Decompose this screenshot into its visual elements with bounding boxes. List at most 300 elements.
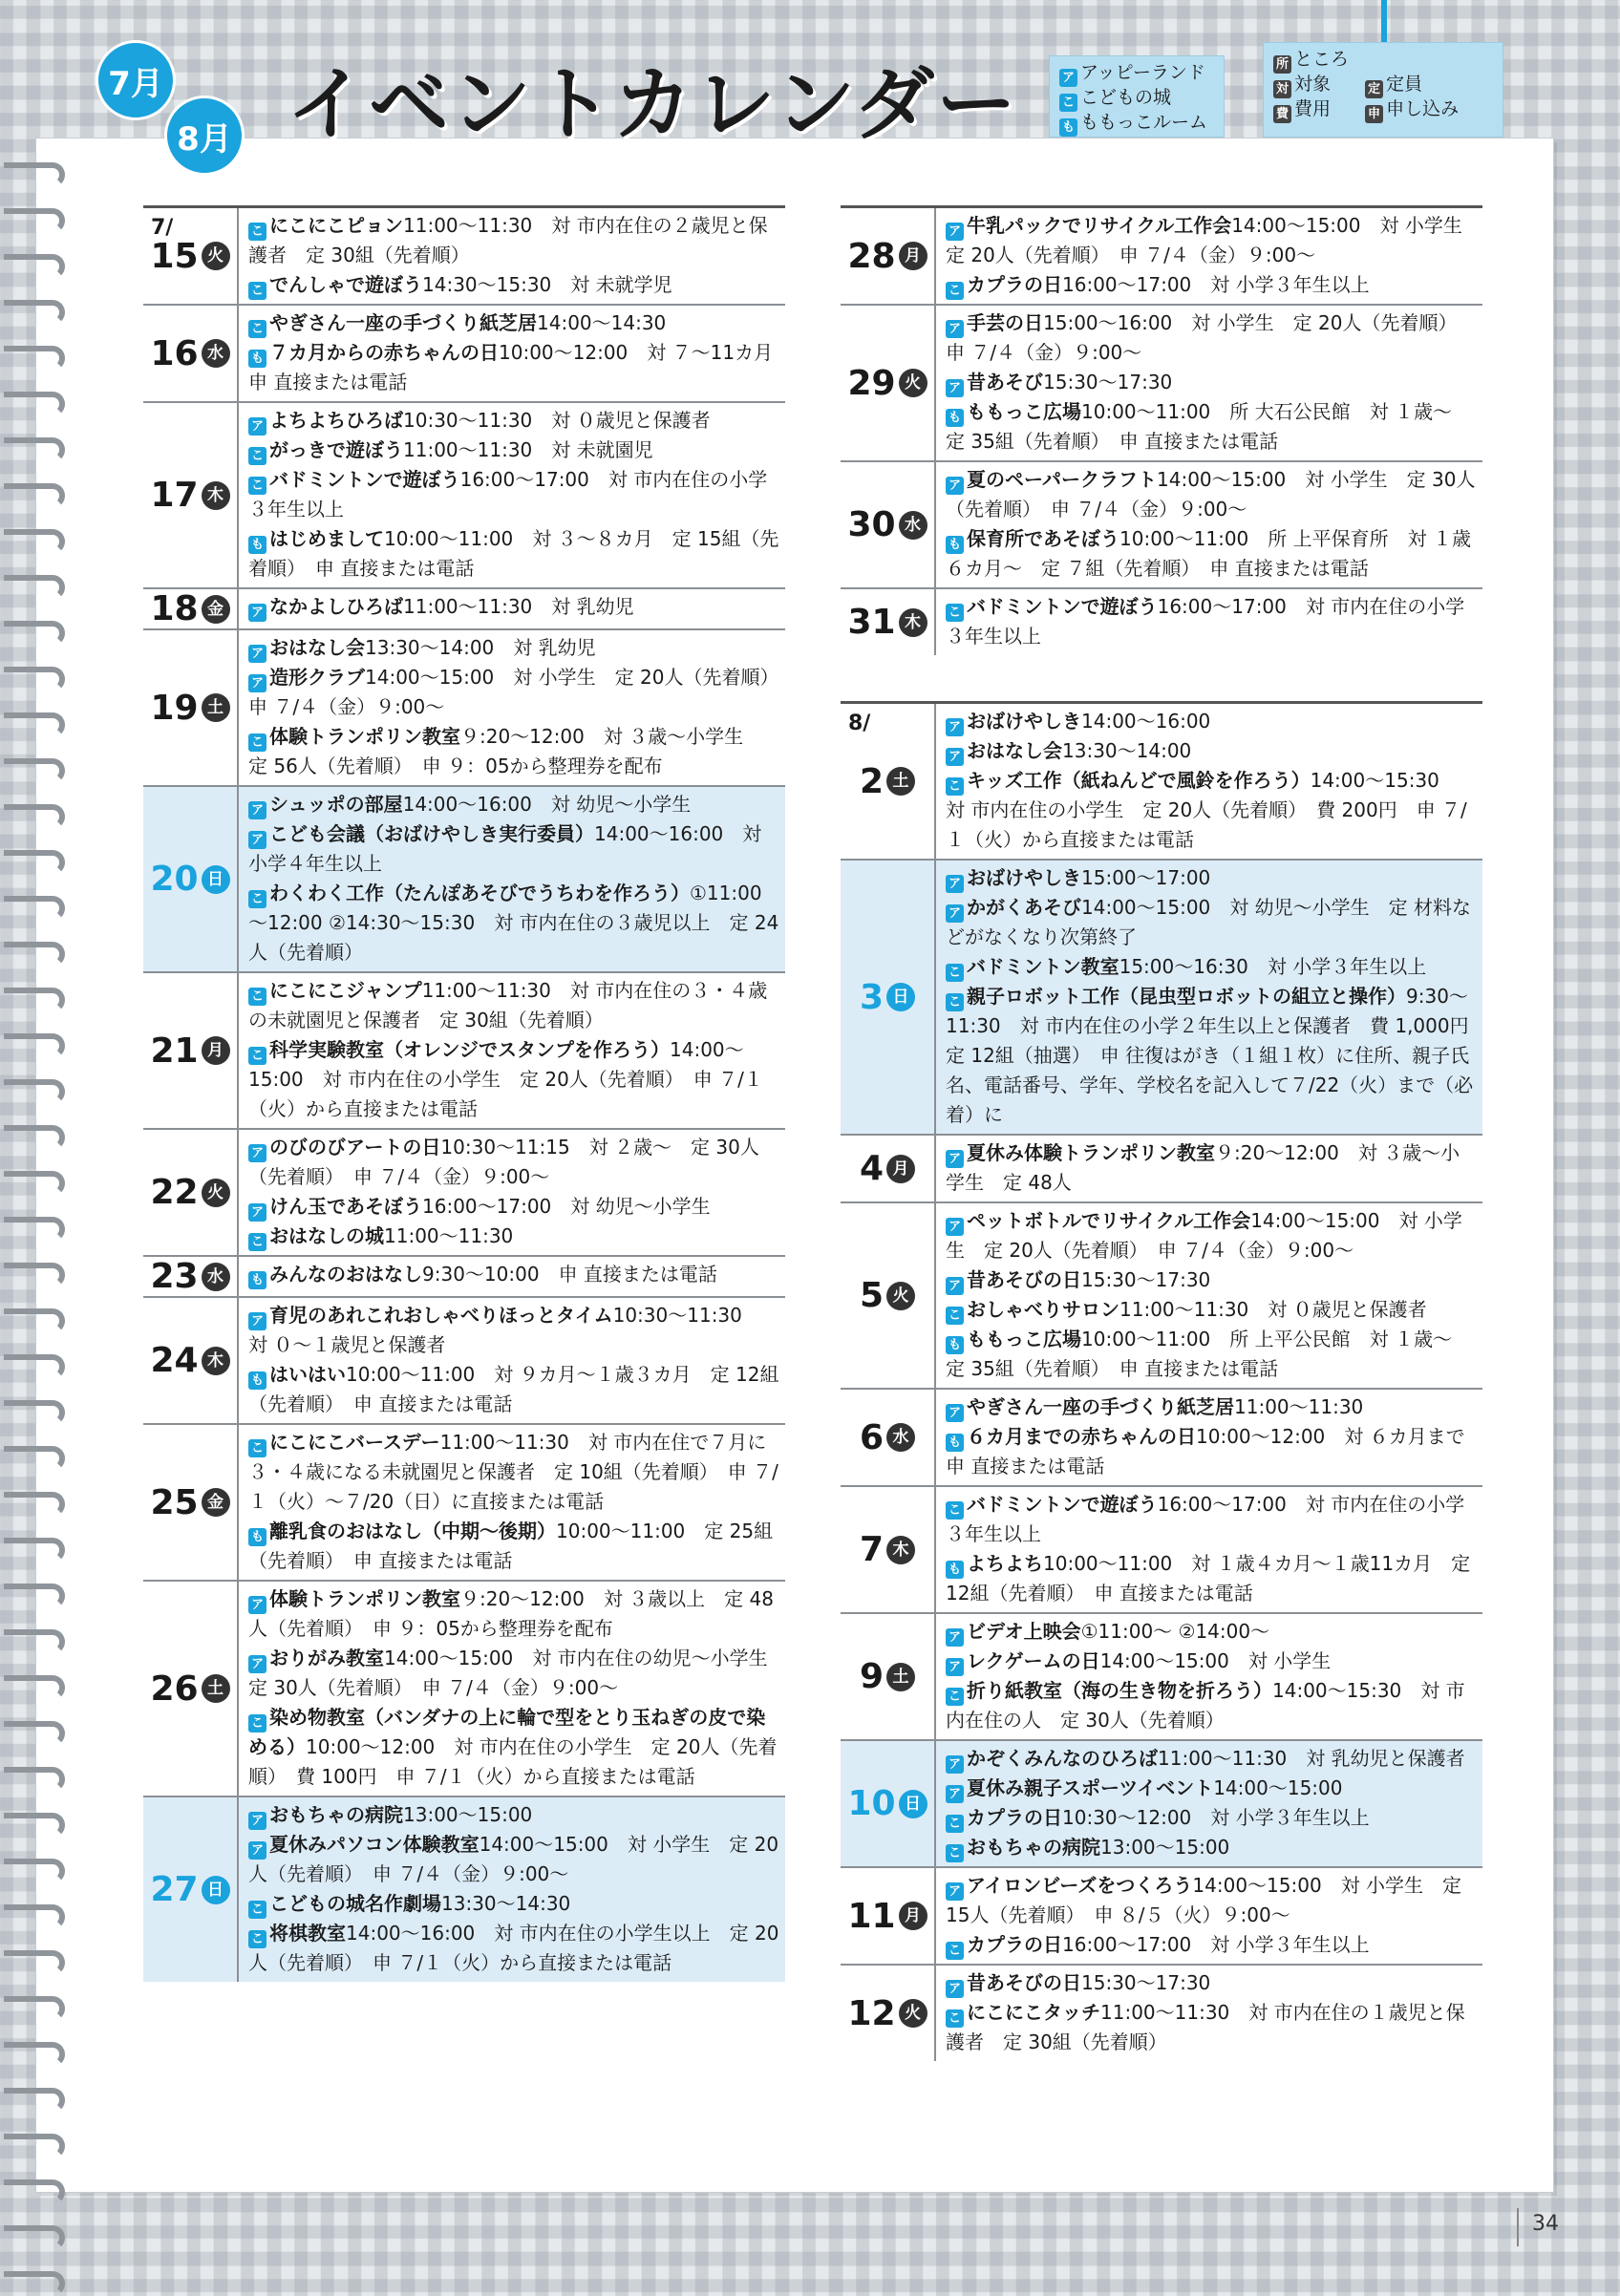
event-item (248, 633, 779, 663)
day-number: 23 (150, 1257, 199, 1296)
spiral-ring-icon (4, 1904, 65, 1929)
event-time: 14:00～15:00 (248, 1038, 744, 1091)
event-title: 造形クラブ (269, 666, 365, 689)
facility-badge-icon: ア (248, 1655, 266, 1673)
event-detail: 対 小学生 定 30人（先着順） 申 ７/４（金）９:00～ (946, 468, 1476, 521)
event-title: おもちゃの病院 (967, 1836, 1100, 1859)
calendar-day-row (841, 1134, 1482, 1201)
event-time: 13:30～14:00 (365, 636, 495, 659)
facility-badge-icon: も (946, 1561, 964, 1579)
event-item (248, 1428, 779, 1517)
weekday-badge: 日 (899, 1790, 927, 1818)
event-title: ももっこ広場 (967, 400, 1081, 423)
event-title: 親子ロボット工作（昆虫型ロボットの組立と操作） (967, 985, 1406, 1008)
weekday-badge: 木 (202, 481, 230, 510)
facility-badge-icon: こ (248, 1901, 266, 1919)
day-label (841, 861, 936, 1134)
event-list (936, 704, 1482, 859)
day-label (841, 1741, 936, 1866)
spiral-ring-icon (4, 1538, 65, 1563)
abbr-badge-icon: 費 (1273, 105, 1291, 123)
event-title: よちよちひろば (269, 409, 403, 432)
event-title: こどもの城名作劇場 (269, 1892, 441, 1915)
spiral-ring-icon (4, 1308, 65, 1333)
event-list (239, 630, 789, 785)
facility-badge-icon: こ (248, 988, 266, 1006)
weekday-badge: 土 (886, 1663, 915, 1691)
event-time: 10:30～11:15 (440, 1136, 570, 1159)
spiral-ring-icon (4, 1263, 65, 1287)
event-item (248, 1889, 779, 1919)
event-item (248, 1919, 779, 1978)
day-number: 7 (859, 1530, 885, 1569)
event-detail: 対 ２歳～ 定 30人（先着順） 申 ７/４（金）９:00～ (248, 1136, 759, 1188)
event-title: バドミントンで遊ぼう (967, 1493, 1158, 1516)
event-list (936, 1614, 1482, 1739)
day-label (143, 1298, 239, 1423)
event-detail: 対 小学３年生以上 (1210, 273, 1370, 296)
facility-badge-icon: こ (1059, 94, 1077, 112)
event-list (936, 462, 1482, 587)
day-label (841, 1868, 936, 1964)
spiral-ring-icon (4, 896, 65, 921)
day-label (143, 208, 239, 304)
event-title: 昔あそびの日 (967, 1971, 1081, 1994)
spiral-ring-icon (4, 575, 65, 600)
abbr-badge-icon: 対 (1273, 80, 1291, 98)
spiral-ring-icon (4, 988, 65, 1012)
spiral-ring-icon (4, 1492, 65, 1517)
event-detail: 対 市内在住の２歳児と保護者 定 30組（先着順） (248, 214, 768, 266)
weekday-badge: 水 (886, 1423, 915, 1452)
event-list (936, 208, 1482, 304)
facility-badge-icon: ア (946, 1277, 964, 1295)
day-number: 27 (150, 1870, 199, 1909)
facility-badge-icon: ア (248, 674, 266, 692)
facility-badge-icon: こ (946, 1942, 964, 1960)
event-item (248, 790, 779, 819)
legend-item (1273, 49, 1493, 74)
event-time: 10:00～12:00 (306, 1735, 436, 1758)
weekday-badge: 火 (202, 242, 230, 270)
event-time: 10:00～11:00 (346, 1363, 476, 1386)
event-time: 14:00～15:00 (384, 1647, 514, 1669)
event-item (946, 1871, 1477, 1930)
event-item (946, 368, 1477, 397)
day-number: 19 (150, 688, 199, 728)
facility-badge-icon: ア (248, 645, 266, 663)
facility-badge-icon: ア (946, 223, 964, 241)
event-title: 体験トランポリン教室 (269, 725, 460, 748)
day-label (841, 1487, 936, 1612)
facility-badge-icon: ア (946, 1785, 964, 1803)
facility-badge-icon: ア (946, 904, 964, 923)
event-detail: 対 市内在住の小学３年生以上 (946, 1493, 1465, 1545)
event-item (248, 663, 789, 722)
calendar-day-row (143, 1580, 785, 1796)
legend-label: 申し込み (1386, 98, 1460, 119)
facility-badge-icon: も (946, 409, 964, 427)
event-time: 11:00～11:30 (1234, 1395, 1364, 1418)
event-title: はいはい (269, 1363, 346, 1386)
event-title: ６カ月までの赤ちゃんの日 (967, 1425, 1196, 1448)
weekday-badge: 木 (899, 608, 927, 637)
spiral-ring-icon (4, 483, 65, 508)
event-time: 13:00～15:00 (403, 1803, 533, 1826)
day-label (841, 1614, 936, 1739)
facility-badge-icon: も (248, 1371, 266, 1390)
event-item (248, 879, 779, 967)
event-title: かぞくみんなのひろば (967, 1747, 1158, 1770)
day-number: 18 (150, 589, 199, 628)
spiral-ring-icon (4, 437, 65, 462)
event-time: 16:00～17:00 (1157, 1493, 1287, 1516)
event-title: やぎさん一座の手づくり紙芝居 (269, 311, 537, 334)
event-item (946, 1549, 1477, 1608)
event-title: おはなしの城 (269, 1224, 384, 1247)
facility-badge-icon: も (1059, 118, 1077, 137)
event-detail: 対 小学生 定 20人（先着順） 申 ７/４（金）９:00～ (946, 1209, 1462, 1262)
facility-badge-icon: も (946, 1336, 964, 1354)
event-item (946, 465, 1477, 524)
weekday-badge: 水 (202, 339, 230, 368)
day-number: 20 (150, 860, 199, 899)
event-detail: 対 ０～１歳児と保護者 (248, 1333, 446, 1356)
event-time: 14:00～15:00 (365, 666, 495, 689)
event-item (946, 397, 1477, 457)
spiral-ring-icon (4, 1859, 65, 1883)
facility-badge-icon: ア (946, 1658, 964, 1676)
facility-badge-icon: こ (946, 993, 964, 1011)
day-label (143, 1582, 239, 1796)
day-number: 22 (150, 1173, 199, 1212)
facility-badge-icon: こ (248, 890, 266, 908)
calendar-day-row (143, 628, 789, 785)
event-detail: 対 未就園児 (551, 438, 653, 461)
event-item (248, 1192, 779, 1222)
event-title: にこにこピョン (269, 214, 403, 237)
event-item (248, 436, 779, 465)
event-title: シュッポの部屋 (269, 793, 403, 816)
event-time: 10:00～11:00 (556, 1520, 686, 1542)
event-list (936, 1203, 1482, 1388)
event-list (936, 1966, 1482, 2061)
day-label (143, 787, 239, 971)
event-list (239, 589, 785, 628)
spiral-ring-icon (4, 1767, 65, 1792)
facility-badge-icon: も (248, 1271, 266, 1289)
event-title: カプラの日 (967, 273, 1062, 296)
event-title: のびのびアートの日 (269, 1136, 441, 1159)
event-title: 夏のペーパークラフト (967, 468, 1157, 491)
spiral-ring-icon (4, 1950, 65, 1975)
facility-badge-icon: こ (248, 447, 266, 465)
spiral-ring-icon (4, 1584, 65, 1608)
calendar-column-left (143, 205, 793, 1982)
event-title: にこにこタッチ (967, 2001, 1100, 2024)
event-title: キッズ工作（紙ねんどで風鈴を作ろう） (967, 769, 1311, 792)
event-detail: 対 市内在住の３・４歳の未就園児と保護者 定 30組（先着順） (248, 979, 768, 1031)
event-time: 16:00～17:00 (422, 1195, 552, 1218)
event-time: 9:30～11:30 (946, 985, 1468, 1037)
facility-badge-icon: も (248, 350, 266, 368)
event-title: カプラの日 (967, 1933, 1062, 1956)
event-item (946, 1676, 1477, 1735)
facility-badge-icon: こ (248, 1714, 266, 1733)
event-time: 14:00～14:30 (537, 311, 667, 334)
event-time: 14:00～15:00 (1099, 1649, 1229, 1672)
facility-badge-icon: ア (946, 718, 964, 736)
event-item (946, 1422, 1484, 1481)
calendar-day-row (143, 1296, 785, 1423)
event-title: 牛乳パックでリサイクル工作会 (967, 214, 1232, 237)
spiral-ring-icon (4, 1675, 65, 1700)
event-detail: 対 未就学児 (570, 273, 672, 296)
event-item (248, 524, 779, 584)
facility-badge-icon: ア (946, 1150, 964, 1168)
event-item (946, 1744, 1477, 1774)
event-list (239, 306, 793, 401)
event-item (248, 592, 779, 622)
event-time: 11:00～11:30 (1119, 1298, 1249, 1321)
day-label (841, 1136, 936, 1201)
event-time: 13:30～14:00 (1062, 739, 1192, 762)
event-detail: 対 市内在住の小学２年生以上と保護者 費 1,000円 定 12組（抽選） 申 往復はがき（１組１枚）に住所、親子氏名、電話番号、学年、学校名を記入して７/22（火）まで（必着）に (946, 1014, 1488, 1126)
event-time: 11:00～11:30 (403, 438, 533, 461)
spiral-ring-icon (4, 2088, 65, 2113)
event-item (946, 1325, 1477, 1384)
event-item (248, 1222, 779, 1251)
event-item (248, 211, 779, 270)
event-time: 10:00～11:00 (1081, 400, 1211, 423)
event-detail: 所 大石公民館 対 １歳～ 定 35組（先着順） 申 直接または電話 (946, 400, 1471, 453)
event-list (239, 1257, 785, 1296)
spiral-ring-icon (4, 1217, 65, 1242)
event-title: 夏休み体験トランポリン教室 (967, 1141, 1215, 1164)
calendar-day-row (143, 785, 785, 971)
event-detail: 所 上平保育所 対 １歳６カ月～ 定 ７組（先着順） 申 直接または電話 (946, 527, 1471, 580)
event-detail: 対 １歳４カ月～１歳11カ月 定 12組（先着順） 申 直接または電話 (946, 1552, 1471, 1605)
day-label (143, 403, 239, 587)
day-number: 15 (150, 236, 199, 276)
facility-badge-icon: こ (248, 223, 266, 241)
event-title: おはなし会 (967, 739, 1062, 762)
spiral-ring-icon (4, 346, 65, 371)
weekday-badge: 日 (202, 865, 230, 894)
day-label (841, 306, 936, 460)
event-title: 夏休み親子スポーツイベント (967, 1776, 1214, 1799)
calendar-day-row (143, 401, 785, 587)
event-detail: 対 市内在住の小学生 定 20人（先着順） 費 200円 申 ７/１（火）から直接または電話 (946, 798, 1467, 851)
weekday-badge: 木 (202, 1347, 230, 1375)
facility-badge-icon: ア (248, 1312, 266, 1330)
spiral-ring-icon (4, 942, 65, 967)
event-title: なかよしひろば (269, 595, 403, 618)
event-item (946, 707, 1477, 736)
legend-label: ももっこルーム (1080, 112, 1208, 133)
legend-item (1273, 98, 1493, 123)
day-month: 8/ (848, 712, 871, 735)
weekday-badge: 土 (202, 693, 230, 722)
event-list (239, 973, 785, 1128)
event-time: 10:00～11:00 (1081, 1328, 1211, 1350)
event-detail: 対 市内在住の小学３年生以上 (248, 468, 768, 521)
facility-badge-icon: ア (946, 1404, 964, 1422)
spiral-ring-icon (4, 1033, 65, 1058)
spiral-ring-icon (4, 667, 65, 691)
facility-badge-icon: ア (946, 1980, 964, 1998)
event-list (239, 1130, 785, 1255)
calendar-day-row (143, 971, 785, 1128)
legend-label: 対象 (1294, 74, 1332, 95)
calendar-day-row (841, 205, 1482, 304)
event-title: かがくあそび (967, 896, 1081, 919)
facility-badge-icon: ア (946, 1218, 964, 1236)
event-title: おばけやしき (967, 710, 1081, 733)
facility-legend (1049, 55, 1225, 138)
event-item (946, 1617, 1477, 1647)
event-list (239, 1582, 785, 1796)
legend-label: ところ (1294, 49, 1350, 70)
day-number: 28 (847, 236, 896, 276)
spiral-ring-icon (4, 1996, 65, 2021)
abbr-badge-icon: 申 (1365, 105, 1383, 123)
spiral-ring-icon (4, 1813, 65, 1838)
facility-badge-icon: こ (248, 1233, 266, 1251)
spiral-ring-icon (4, 1079, 65, 1104)
spiral-ring-icon (4, 1629, 65, 1654)
spiral-ring-icon (4, 300, 65, 325)
calendar-day-row (143, 1423, 785, 1580)
facility-badge-icon: こ (248, 320, 266, 338)
event-title: みんなのおはなし (269, 1263, 422, 1286)
day-number: 16 (150, 333, 199, 373)
event-title: 保育所であそぼう (967, 527, 1119, 550)
day-number: 9 (859, 1657, 885, 1696)
facility-badge-icon: ア (248, 1841, 266, 1860)
weekday-badge: 日 (886, 983, 915, 1011)
event-title: がっきで遊ぼう (269, 438, 403, 461)
event-title: 染め物教室（バンダナの上に輪で型をとり玉ねぎの皮で染める） (248, 1706, 766, 1758)
event-detail: 対 乳幼児 (551, 595, 634, 618)
event-time: 13:00～15:00 (1100, 1836, 1230, 1859)
event-time: 16:00～17:00 (1062, 273, 1192, 296)
event-title: でんしゃで遊ぼう (269, 273, 422, 296)
facility-badge-icon: こ (946, 1688, 964, 1706)
day-number: 10 (847, 1784, 896, 1823)
event-item (248, 1703, 779, 1792)
spiral-ring-icon (4, 1446, 65, 1471)
month-badge-july: 7月 (96, 40, 176, 120)
day-number: 11 (847, 1896, 896, 1936)
event-item (946, 1833, 1477, 1862)
facility-badge-icon: ア (248, 801, 266, 819)
day-label (143, 1130, 239, 1255)
day-label (841, 589, 936, 655)
event-detail: 対 市内在住の小学生 定 20人（先着順） 申 ７/１（火）から直接または電話 (248, 1068, 763, 1120)
weekday-badge: 火 (886, 1282, 915, 1310)
facility-badge-icon: こ (946, 282, 964, 300)
calendar-day-row (841, 1612, 1482, 1739)
event-list (936, 1741, 1482, 1866)
weekday-badge: 土 (886, 767, 915, 796)
event-title: 体験トランポリン教室 (269, 1587, 460, 1610)
weekday-badge: 日 (202, 1876, 230, 1904)
calendar-day-row (841, 1964, 1482, 2061)
event-detail: 対 乳幼児と保護者 (1306, 1747, 1465, 1770)
spiral-ring-icon (4, 804, 65, 829)
spiral-ring-icon (4, 1721, 65, 1746)
day-number: 6 (859, 1417, 885, 1457)
event-detail: 対 小学３年生以上 (1267, 955, 1427, 978)
event-title: にこにこバースデー (269, 1431, 440, 1454)
event-item (946, 524, 1477, 584)
event-item (946, 1998, 1477, 2057)
spiral-ring-icon (4, 712, 65, 737)
event-time: 14:00～16:00 (346, 1922, 476, 1945)
spiral-ring-icon (4, 850, 65, 875)
facility-badge-icon: こ (946, 604, 964, 622)
event-detail: 対 幼児～小学生 定 材料などがなくなり次第終了 (946, 896, 1471, 948)
facility-badge-icon: も (248, 1528, 266, 1546)
event-list (936, 1868, 1482, 1964)
event-list (239, 1425, 785, 1580)
weekday-badge: 金 (202, 1488, 230, 1517)
facility-badge-icon: ア (248, 831, 266, 849)
spiral-ring-icon (4, 162, 65, 187)
legend-label: こどもの城 (1080, 87, 1172, 108)
event-list (239, 787, 785, 971)
event-item (946, 592, 1477, 651)
event-time: 14:00～15:00 (1192, 1874, 1322, 1897)
weekday-badge: 金 (202, 595, 230, 624)
facility-badge-icon: こ (248, 733, 266, 752)
event-item (248, 1301, 779, 1360)
day-label (143, 589, 239, 628)
day-label (841, 1966, 936, 2061)
facility-badge-icon: こ (248, 1439, 266, 1457)
event-item (248, 1830, 779, 1889)
event-title: バドミントンで遊ぼう (967, 595, 1158, 618)
event-item (248, 1260, 779, 1289)
event-title: バドミントン教室 (967, 955, 1119, 978)
day-label (143, 630, 239, 785)
event-title: はじめまして (269, 527, 384, 550)
event-item (946, 1930, 1477, 1960)
event-time: 15:30～17:30 (1081, 1268, 1211, 1291)
spiral-ring-icon (4, 1171, 65, 1196)
event-detail: 対 ６カ月まで 申 直接または電話 (946, 1425, 1484, 1478)
event-detail: 対 市内在住の小学生 定 20人（先着順） 費 100円 申 ７/１（火）から直接または電話 (248, 1735, 778, 1788)
event-time: 11:00～11:30 (384, 1224, 514, 1247)
facility-badge-icon: ア (946, 1882, 964, 1901)
spiral-ring-icon (4, 2271, 65, 2296)
spiral-ring-icon (4, 392, 65, 416)
facility-badge-icon: こ (946, 1307, 964, 1325)
event-item (248, 976, 779, 1035)
weekday-badge: 水 (899, 511, 927, 540)
event-title: おばけやしき (967, 866, 1081, 889)
facility-badge-icon: こ (248, 282, 266, 300)
calendar-day-row (841, 859, 1488, 1134)
facility-badge-icon: こ (248, 1930, 266, 1948)
weekday-badge: 月 (202, 1036, 230, 1065)
event-list (239, 208, 785, 304)
event-item (248, 819, 779, 879)
event-detail: 対 幼児～小学生 (570, 1195, 711, 1218)
event-time: ９:20～12:00 (460, 1587, 585, 1610)
event-detail: 定 25組（先着順） 申 直接または電話 (248, 1520, 774, 1572)
